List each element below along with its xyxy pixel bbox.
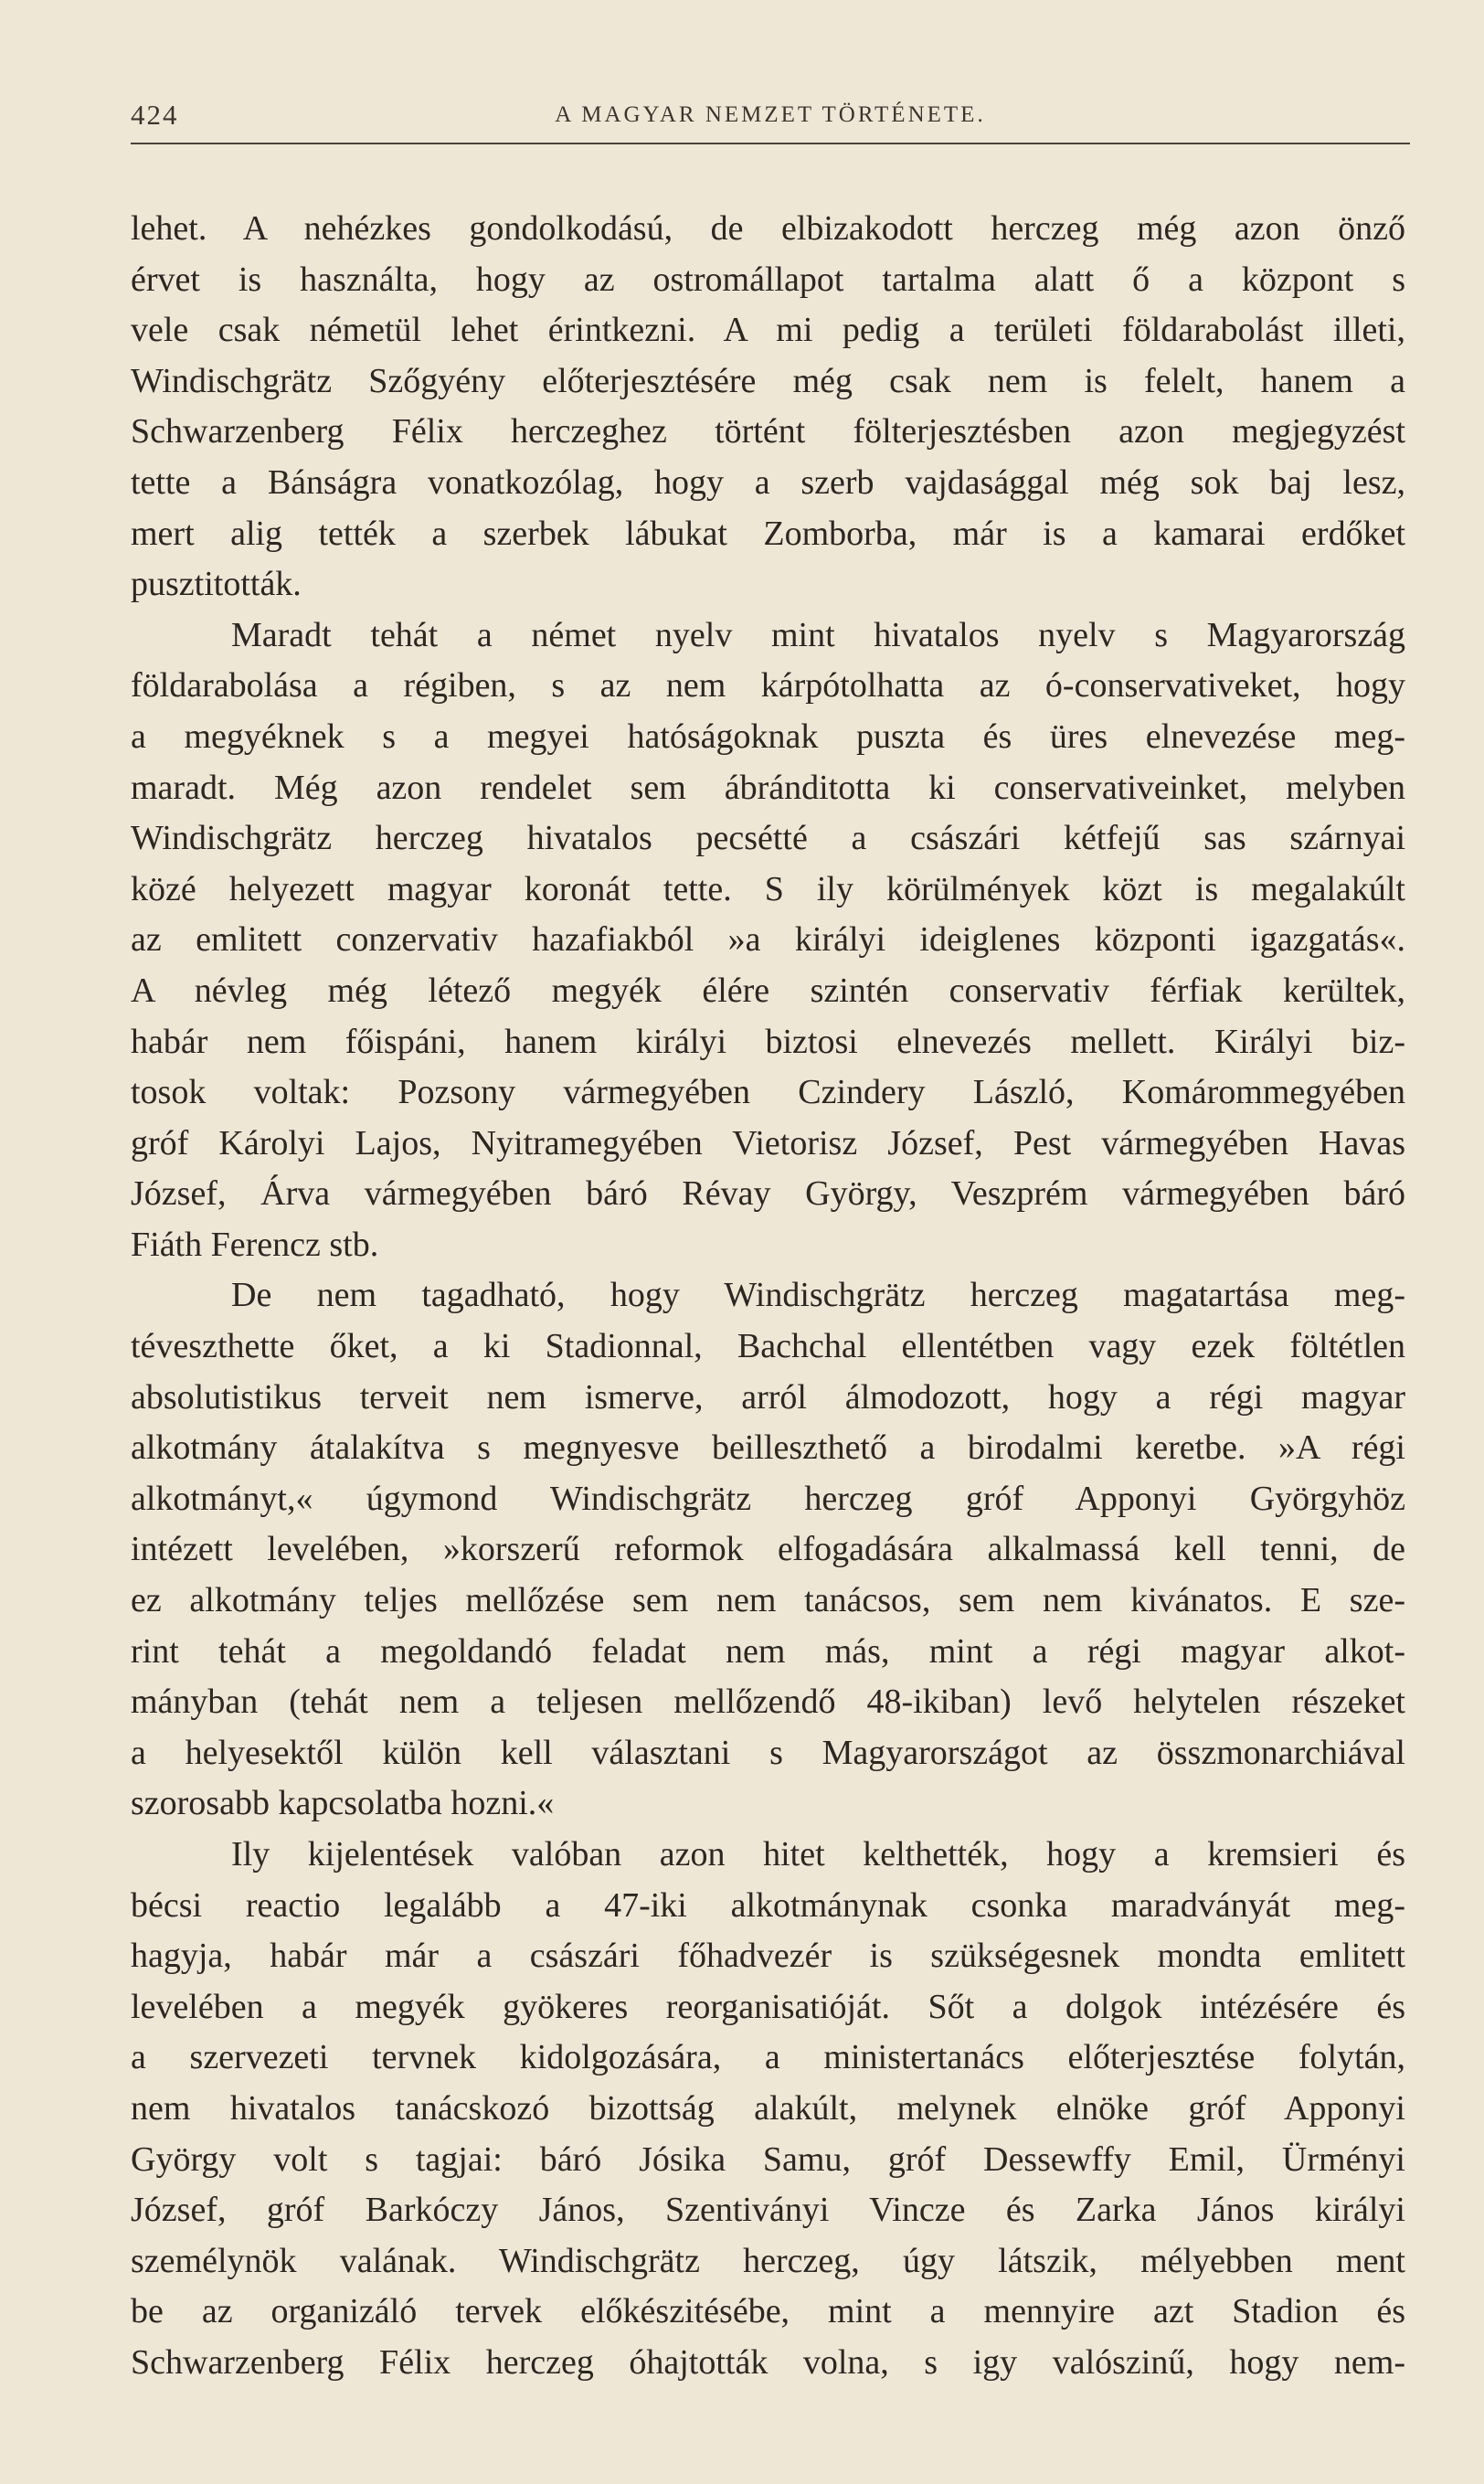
text-line: pusztitották.	[131, 565, 302, 604]
text-line: gróf Károlyi Lajos, Nyitramegyében Vietorisz József, Pest vármegyében Havas	[131, 1123, 1405, 1162]
text-line: a helyesektől külön kell választani s Magyarországot az összmonarchiával	[131, 1733, 1405, 1772]
text-line: Windischgrätz Szőgyény előterjesztésére még csak nem is felelt, hanem a	[131, 361, 1405, 400]
text-line: Fiáth Ferencz stb.	[131, 1225, 379, 1264]
text-line: Schwarzenberg Félix herczeg óhajtották volna, s igy valószinű, hogy nem-	[131, 2342, 1405, 2382]
text-line: levelében a megyék gyökeres reorganisatióját. Sőt a dolgok intézésére és	[131, 1987, 1405, 2026]
text-line: ez alkotmány teljes mellőzése sem nem tanácsos, sem nem kivánatos. E sze-	[131, 1581, 1405, 1620]
running-title: A MAGYAR NEMZET TÖRTÉNETE.	[555, 102, 986, 127]
paragraph-first-line: Maradt tehát a német nyelv mint hivatalos nyelv s Magyarország	[231, 615, 1405, 654]
text-line: nem hivatalos tanácskozó bizottság alakúlt, melynek elnöke gróf Apponyi	[131, 2088, 1405, 2128]
text-line: tette a Bánságra vonatkozólag, hogy a szerb vajdasággal még sok baj lesz,	[131, 462, 1405, 502]
text-line: hagyja, habár már a császári főhadvezér is szükségesnek mondta emlitett	[131, 1937, 1405, 1976]
text-line: az emlitett conzervativ hazafiakból »a királyi ideiglenes központi igazgatás«.	[131, 920, 1405, 960]
text-line: a szervezeti tervnek kidolgozására, a ministertanács előterjesztése folytán,	[131, 2038, 1405, 2077]
text-line: József, gróf Barkóczy János, Szentiványi Vincze és Zarka János királyi	[131, 2191, 1405, 2230]
paragraph-first-line: Ily kijelentések valóban azon hitet kelthették, hogy a kremsieri és	[231, 1835, 1405, 1874]
text-line: absolutistikus terveit nem ismerve, arról álmodozott, hogy a régi magyar	[131, 1377, 1405, 1417]
text-line: szorosabb kapcsolatba hozni.«	[131, 1784, 555, 1823]
text-line: vele csak németül lehet érintkezni. A mi pedig a területi földarabolást illeti,	[131, 311, 1405, 350]
text-line: tosok voltak: Pozsony vármegyében Czindery László, Komárommegyében	[131, 1073, 1405, 1112]
text-line: földarabolása a régiben, s az nem kárpótolhatta az ó-conservativeket, hogy	[131, 666, 1405, 706]
text-line: mányban (tehát nem a teljesen mellőzendő 48-ikiban) levő helytelen részeket	[131, 1683, 1405, 1722]
text-line: intézett levelében, »korszerű reformok elfogadására alkalmassá kell tenni, de	[131, 1530, 1405, 1569]
text-line: alkotmány átalakítva s megnyesve beilleszthető a birodalmi keretbe. »A régi	[131, 1428, 1405, 1468]
text-line: lehet. A nehézkes gondolkodású, de elbizakodott herczeg még azon önző	[131, 209, 1405, 248]
text-line: habár nem főispáni, hanem királyi biztosi elnevezés mellett. Királyi biz-	[131, 1022, 1405, 1061]
text-line: rint tehát a megoldandó feladat nem más, mint a régi magyar alkot-	[131, 1631, 1405, 1671]
page-number: 424	[131, 99, 179, 131]
text-line: be az organizáló tervek előkészitésébe, mint a mennyire azt Stadion és	[131, 2292, 1405, 2331]
text-line: alkotmányt,« úgymond Windischgrätz herczeg gróf Apponyi Györgyhöz	[131, 1479, 1405, 1518]
paragraph-first-line: De nem tagadható, hogy Windischgrätz herczeg magatartása meg-	[231, 1276, 1405, 1315]
text-line: József, Árva vármegyében báró Révay György, Veszprém vármegyében báró	[131, 1174, 1405, 1214]
body-text	[131, 204, 1405, 2389]
text-line: a megyéknek s a megyei hatóságoknak puszta és üres elnevezése meg-	[131, 717, 1405, 756]
text-line: bécsi reactio legalább a 47-iki alkotmánynak csonka maradványát meg-	[131, 1885, 1405, 1925]
text-line: érvet is használta, hogy az ostromállapot tartalma alatt ő a központ s	[131, 260, 1405, 299]
text-line: A névleg még létező megyék élére szintén conservativ férfiak kerültek,	[131, 971, 1405, 1010]
text-line: személynök valának. Windischgrätz herczeg, úgy látszik, mélyebben ment	[131, 2241, 1405, 2280]
text-line: György volt s tagjai: báró Jósika Samu, gróf Dessewffy Emil, Ürményi	[131, 2139, 1405, 2179]
text-line: közé helyezett magyar koronát tette. S ily körülmények közt is megalakúlt	[131, 869, 1405, 908]
text-line: maradt. Még azon rendelet sem ábránditotta ki conservativeinket, melyben	[131, 768, 1405, 807]
header-rule	[131, 143, 1410, 144]
text-line: Schwarzenberg Félix herczeghez történt fölterjesztésben azon megjegyzést	[131, 412, 1405, 451]
page-header	[131, 93, 1410, 137]
text-line: Windischgrätz herczeg hivatalos pecsétté a császári kétfejű sas szárnyai	[131, 819, 1405, 858]
text-line: téveszthette őket, a ki Stadionnal, Bachchal ellentétben vagy ezek föltétlen	[131, 1327, 1405, 1366]
text-line: mert alig tették a szerbek lábukat Zomborba, már is a kamarai erdőket	[131, 514, 1405, 553]
